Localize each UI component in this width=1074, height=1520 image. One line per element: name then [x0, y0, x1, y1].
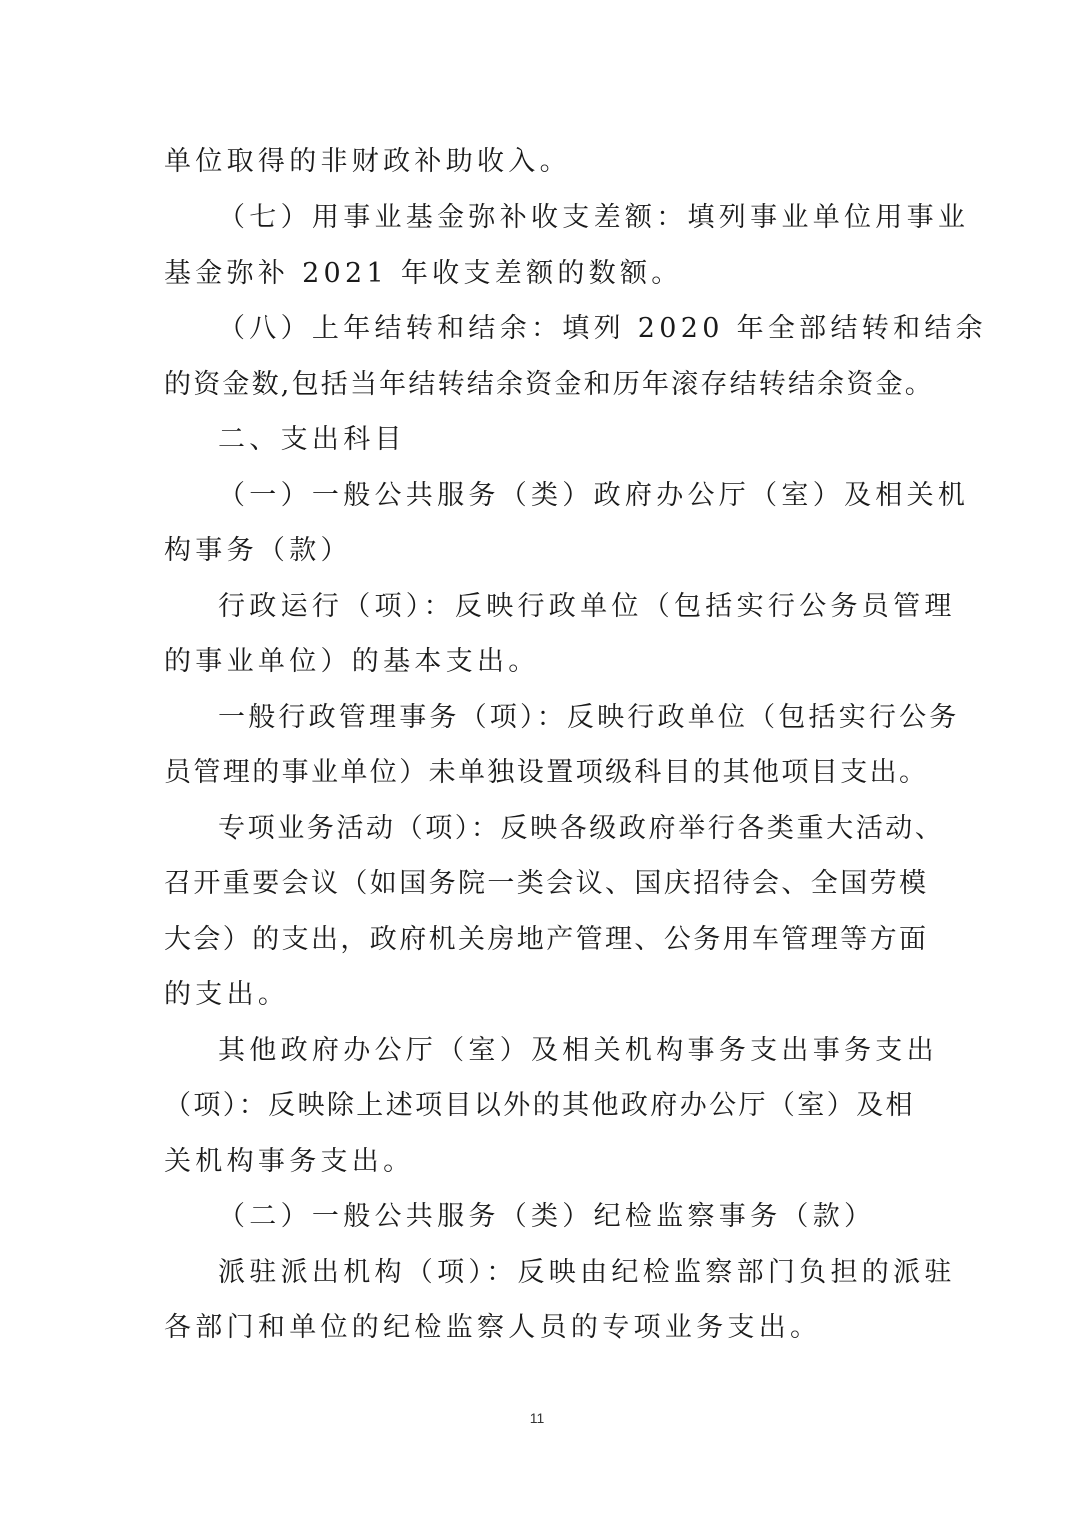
text-line: 一般行政管理事务（项）：反映行政单位（包括实行公务: [218, 702, 960, 733]
text-line: 的资金数,包括当年结转结余资金和历年滚存结转结余资金。: [164, 369, 934, 400]
text-line: 的事业单位）的基本支出。: [164, 646, 540, 677]
text-line: 专项业务活动（项）：反映各级政府举行各类重大活动、: [218, 813, 945, 844]
page-number: 11: [529, 1410, 545, 1426]
subsection-heading: （一）一般公共服务（类）政府办公厅（室）及相关机: [218, 480, 970, 511]
text-line: 单位取得的非财政补助收入。: [164, 146, 571, 177]
text-line: 召开重要会议（如国务院一类会议、国庆招待会、全国劳模: [164, 868, 929, 899]
text-line: 行政运行（项）：反映行政单位（包括实行公务员管理: [218, 591, 956, 622]
text-line: 大会）的支出，政府机关房地产管理、公务用车管理等方面: [164, 924, 929, 955]
subsection-heading: 构事务（款）: [164, 535, 352, 566]
subsection-heading: （二）一般公共服务（类）纪检监察事务（款）: [218, 1201, 876, 1232]
text-line: （项）：反映除上述项目以外的其他政府办公厅（室）及相: [164, 1090, 915, 1121]
text-line: 员管理的事业单位）未单独设置项级科目的其他项目支出。: [164, 757, 929, 788]
text-line: 各部门和单位的纪检监察人员的专项业务支出。: [164, 1312, 822, 1343]
text-line: （八）上年结转和结余：填列 2020 年全部结转和结余: [218, 313, 987, 344]
text-line: 关机构事务支出。: [164, 1146, 415, 1177]
text-line: 派驻派出机构（项）：反映由纪检监察部门负担的派驻: [218, 1257, 956, 1288]
text-line: 其他政府办公厅（室）及相关机构事务支出事务支出: [218, 1035, 938, 1066]
text-line: 基金弥补 2021 年收支差额的数额。: [164, 258, 683, 289]
section-heading: 二、支出科目: [218, 424, 406, 455]
text-line: （七）用事业基金弥补收支差额：填列事业单位用事业: [218, 202, 970, 233]
text-line: 的支出。: [164, 979, 290, 1010]
